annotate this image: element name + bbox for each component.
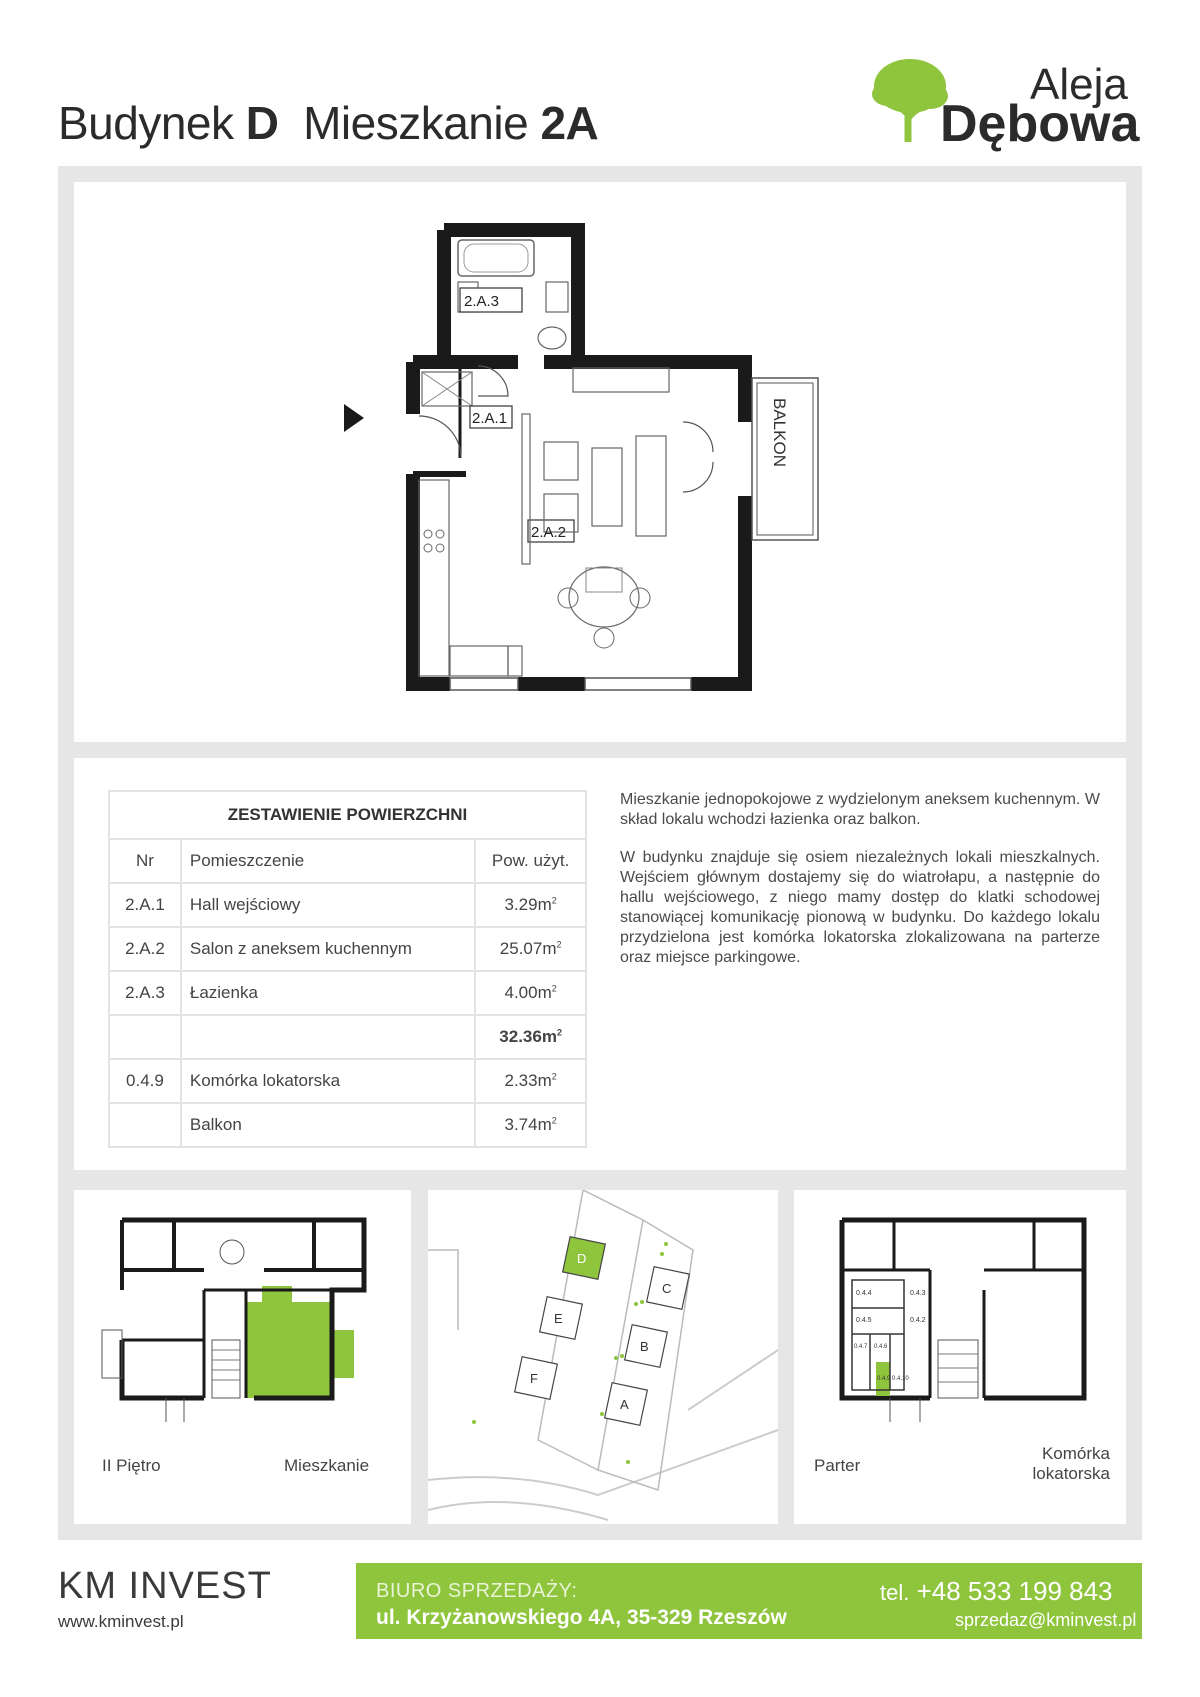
table-row [109,1059,586,1103]
storage-047: 0.4.7 [854,1344,868,1350]
building-b-label: B [640,1339,649,1354]
cell-nr: 0.4.9 [109,1059,181,1103]
building-letter: D [245,97,279,149]
table-header-row [109,839,586,883]
cell-area: $4.00m^2$ [475,971,586,1015]
sales-office-label: BIURO SPRZEDAŻY: [376,1580,578,1602]
cell-room: Salon z aneksem kuchennym [181,927,475,971]
ground-floor-label: Parter [814,1456,861,1475]
description-paragraph-2: W budynku znajduje się osiem niezależnych lokali mieszkalnych. Wejściem głównym dostajemy się do wiatrołapu, a następnie do hallu wejściowego, z niego mamy dostęp do klatki schodowej stanowiącej komunikację pionową w budynku. Do każdego lokalu przydzielona jest komórka lokatorska zlokalizowana na parterze oraz miejsce parkingowe. [620,849,1100,966]
storage-0410: 0.4.10 [892,1376,909,1382]
storage-label-1: Komórka [1041,1444,1110,1463]
cell-room: Łazienka [181,971,475,1015]
building-a-label: A [620,1397,629,1412]
building-e-label: E [554,1311,563,1326]
storage-042: 0.4.2 [910,1317,926,1324]
building-c-label: C [662,1281,672,1296]
apartment-prefix: Mieszkanie [303,97,529,149]
cell-room [181,1015,475,1059]
cell-area: $3.74m^2$ [475,1103,586,1147]
floor-label: II Piętro [102,1456,161,1475]
cell-nr [109,1103,181,1147]
room-label-hall: 2.A.1 [472,410,508,427]
area-summary-table [108,790,587,1148]
storage-049: 0.4.9 [877,1376,891,1382]
cell-area: $25.07m^2$ [475,927,586,971]
table-row [109,1103,586,1147]
description-paragraph-1: Mieszkanie jednopokojowe z wydzielonym aneksem kuchennym. W skład lokalu wchodzi łazienka oraz balkon. [620,791,1100,828]
table-total-row [109,1015,586,1059]
storage-045: 0.4.5 [856,1317,872,1324]
apartment-number: 2A [540,97,599,149]
table-row [109,883,586,927]
site-plan-panel [428,1190,778,1524]
apartment-floor-plan [74,182,1126,742]
cell-nr: 2.A.3 [109,971,181,1015]
header-area: Pow. użyt. [475,839,586,883]
cell-area: $2.33m^2$ [475,1059,586,1103]
building-d-label: D [577,1251,587,1266]
cell-total-area: $32.36m^2$ [475,1015,586,1059]
aleja-debowa-logo [870,56,1160,156]
apartment-description [620,790,1100,986]
km-invest-logo: KM INVEST [58,1565,272,1607]
email-link[interactable]: sprzedaz@kminvest.pl [955,1610,1137,1630]
table-row [109,927,586,971]
floor-overview-panel [74,1190,411,1524]
phone-number[interactable] [880,1576,1113,1607]
sales-office-address: ul. Krzyżanowskiego 4A, 35-329 Rzeszów [376,1606,787,1629]
apartment-label: Mieszkanie [284,1456,370,1475]
page-title [58,96,598,150]
cell-nr: 2.A.1 [109,883,181,927]
table-title: ZESTAWIENIE POWIERZCHNI [109,791,586,839]
cell-room: Balkon [181,1103,475,1147]
cell-area: $3.29m^2$ [475,883,586,927]
logo-line1: Aleja [1030,60,1128,109]
tel-prefix: tel. [880,1580,910,1605]
company-website-link[interactable]: www.kminvest.pl [58,1612,184,1631]
cell-nr [109,1015,181,1059]
storage-label-2: lokatorska [1032,1464,1110,1483]
header-room: Pomieszczenie [181,839,475,883]
storage-044: 0.4.4 [856,1290,872,1297]
cell-nr: 2.A.2 [109,927,181,971]
floor-plan-panel [74,182,1126,742]
site-plan [428,1190,778,1524]
building-prefix: Budynek [58,97,234,149]
logo-line2: Dębowa [940,95,1140,153]
cell-room: Komórka lokatorska [181,1059,475,1103]
room-label-bathroom: 2.A.3 [464,293,500,310]
cell-room: Hall wejściowy [181,883,475,927]
table-row [109,971,586,1015]
balcony-label: BALKON [770,398,789,467]
building-f-label: F [530,1371,538,1386]
room-label-living: 2.A.2 [531,524,567,541]
header-nr: Nr [109,839,181,883]
storage-043: 0.4.3 [910,1290,926,1297]
tree-icon [870,56,950,142]
storage-046: 0.4.6 [874,1344,888,1350]
ground-floor-panel [794,1190,1126,1524]
tel-value: +48 533 199 843 [916,1576,1113,1606]
